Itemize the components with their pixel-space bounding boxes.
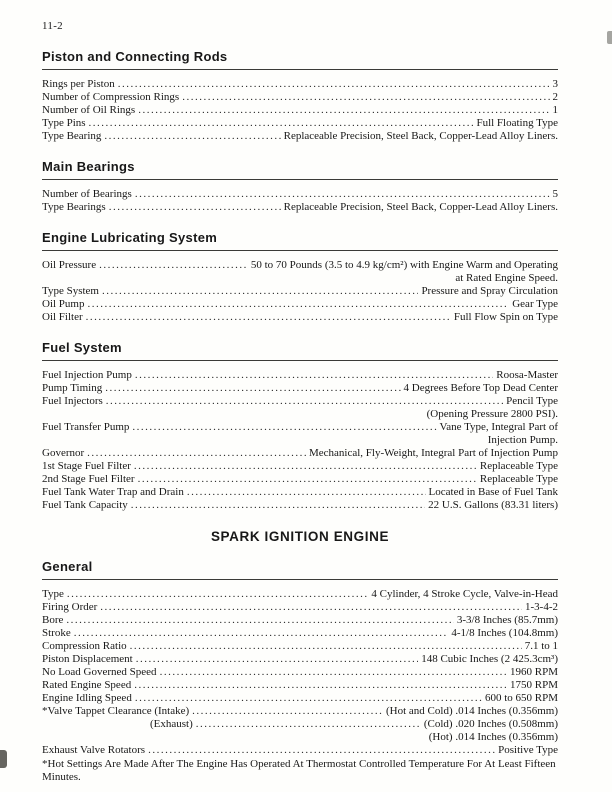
spec-label: Number of Bearings [42,188,132,200]
spec-line [42,285,558,298]
spec-value: Vane Type, Integral Part of [439,421,558,433]
spec-value: (Hot and Cold) .014 Inches (0.356mm) [386,705,558,717]
spec-label: Pump Timing [42,382,103,394]
spec-value: 22 U.S. Gallons (83.31 liters) [428,499,558,511]
spec-value: 5 [552,188,558,200]
section-heading: Main Bearings [42,160,558,180]
spec-line [42,744,558,757]
spec-value: Replaceable Precision, Steel Back, Copper-Lead Alloy Liners. [283,130,558,142]
spec-continuation: (Opening Pressure 2800 PSI). [426,408,558,420]
spec-value: 148 Cubic Inches (2 425.3cm³) [421,653,558,665]
spec-line [42,679,558,692]
spec-line [42,117,558,130]
spec-value: Positive Type [498,744,558,756]
spec-value: Pressure and Spray Circulation [421,285,558,297]
spec-label: Fuel Tank Water Trap and Drain [42,486,184,498]
dot-leader [160,666,507,679]
dot-leader [86,311,451,324]
spec-line [42,627,558,640]
spec-label: (Exhaust) [150,718,193,730]
spec-label: Oil Filter [42,311,83,323]
dot-leader [106,395,503,408]
spec-line [42,188,558,201]
spec-label: Type [42,588,64,600]
section [42,341,558,512]
dot-leader [135,188,550,201]
dot-leader [66,614,453,627]
spec-label: Type Bearings [42,201,106,213]
spec-value: Replaceable Type [479,473,558,485]
spec-label: Compression Ratio [42,640,127,652]
spec-line [42,91,558,104]
dot-leader [138,473,477,486]
dot-leader [104,130,280,143]
dot-leader [135,692,482,705]
spec-value: Replaceable Precision, Steel Back, Copper-Lead Alloy Liners. [283,201,558,213]
dot-leader [89,117,474,130]
spec-value: Pencil Type [506,395,558,407]
spec-value: Replaceable Type [479,460,558,472]
section-heading: Piston and Connecting Rods [42,50,558,70]
spec-label: Number of Compression Rings [42,91,180,103]
spec-line [42,395,558,408]
spec-line [42,104,558,117]
dot-leader [102,285,418,298]
spec-label: Oil Pump [42,298,85,310]
dot-leader [134,679,507,692]
spec-label: Number of Oil Rings [42,104,136,116]
spec-value: 1960 RPM [510,666,558,678]
spec-line [42,588,558,601]
dot-leader [109,201,281,214]
spec-line [42,460,558,473]
spec-line [42,130,558,143]
spec-value: Roosa-Master [496,369,558,381]
spec-line [42,653,558,666]
spec-line [42,705,558,718]
scan-artifact [607,31,612,44]
dot-leader [99,259,248,272]
spec-value: Gear Type [512,298,558,310]
dot-leader [134,460,477,473]
section-heading: Engine Lubricating System [42,231,558,251]
dot-leader [182,91,549,104]
page-number: 11-2 [42,20,63,32]
spec-label: Oil Pressure [42,259,97,271]
spec-line [42,718,558,731]
spec-label: Fuel Injectors [42,395,103,407]
dot-leader [67,588,369,601]
spec-label: Stroke [42,627,71,639]
spec-line [42,614,558,627]
spec-line [42,421,558,434]
section-heading: Fuel System [42,341,558,361]
spec-label: Exhaust Valve Rotators [42,744,146,756]
dot-leader [118,78,550,91]
spec-label: Governor [42,447,85,459]
dot-leader [187,486,426,499]
spec-line [42,447,558,460]
spec-value: 1750 RPM [510,679,558,691]
section [42,50,558,143]
spec-value: 7.1 to 1 [524,640,558,652]
section [42,231,558,324]
spec-line [42,473,558,486]
spec-label: No Load Governed Speed [42,666,157,678]
spec-value: Full Floating Type [476,117,558,129]
section-heading: General [42,560,558,580]
spec-label: Fuel Injection Pump [42,369,132,381]
dot-leader [130,640,522,653]
spec-label: Rated Engine Speed [42,679,132,691]
spec-line [42,692,558,705]
footnote: *Hot Settings Are Made After The Engine Has Operated At Thermostat Controlled Temperature For At Least Fifteen Minutes. [42,758,556,783]
spec-value: Mechanical, Fly-Weight, Integral Part of Injection Pump [309,447,558,459]
dot-leader [132,421,436,434]
dot-leader [100,601,522,614]
spec-label: Firing Order [42,601,98,613]
dot-leader [135,369,493,382]
sections [42,50,558,784]
section [42,560,558,784]
dot-leader [87,298,509,311]
spec-value: 2 [552,91,558,103]
spec-label: Engine Idling Speed [42,692,132,704]
spec-label: Piston Displacement [42,653,133,665]
spec-value: Full Flow Spin on Type [453,311,558,323]
spec-value: 4 Degrees Before Top Dead Center [403,382,558,394]
spec-line [42,298,558,311]
spec-line [42,640,558,653]
section [42,160,558,214]
spec-value: 3 [552,78,558,90]
dot-leader [105,382,400,395]
scan-artifact [0,750,7,768]
dot-leader [148,744,495,757]
spec-label: Fuel Transfer Pump [42,421,130,433]
spec-line [42,78,558,91]
spec-value: 50 to 70 Pounds (3.5 to 4.9 kg/cm²) with Engine Warm and Operating [250,259,558,271]
spec-value: (Cold) .020 Inches (0.508mm) [423,718,558,730]
dot-leader [192,705,383,718]
spec-line [42,369,558,382]
spec-label: 1st Stage Fuel Filter [42,460,131,472]
spec-value: Located in Base of Fuel Tank [428,486,558,498]
spec-label: 2nd Stage Fuel Filter [42,473,135,485]
spec-label: Type Pins [42,117,86,129]
dot-leader [74,627,449,640]
spec-label: Fuel Tank Capacity [42,499,128,511]
spec-line [42,259,558,272]
dot-leader [87,447,306,460]
spec-continuation: at Rated Engine Speed. [455,272,558,284]
spec-line [42,666,558,679]
spec-label: Type Bearing [42,130,102,142]
spec-value: 1 [552,104,558,116]
spec-value: 1-3-4-2 [525,601,558,613]
centered-title: SPARK IGNITION ENGINE [210,529,390,544]
spec-value: 4 Cylinder, 4 Stroke Cycle, Valve-in-Head [371,588,558,600]
spec-label: *Valve Tappet Clearance (Intake) [42,705,190,717]
spec-line [42,382,558,395]
spec-line [42,201,558,214]
spec-label: Rings per Piston [42,78,115,90]
spec-value: 600 to 650 RPM [484,692,558,704]
dot-leader [131,499,425,512]
spec-line [42,601,558,614]
spec-line [42,486,558,499]
dot-leader [136,653,418,666]
spec-continuation: (Hot) .014 Inches (0.356mm) [428,731,558,743]
spec-continuation: Injection Pump. [487,434,558,446]
spec-value: 4-1/8 Inches (104.8mm) [451,627,558,639]
spec-label: Type System [42,285,99,297]
dot-leader [196,718,421,731]
spec-value: 3-3/8 Inches (85.7mm) [456,614,558,626]
spec-line [42,499,558,512]
spec-label: Bore [42,614,64,626]
spec-line [42,311,558,324]
dot-leader [138,104,549,117]
